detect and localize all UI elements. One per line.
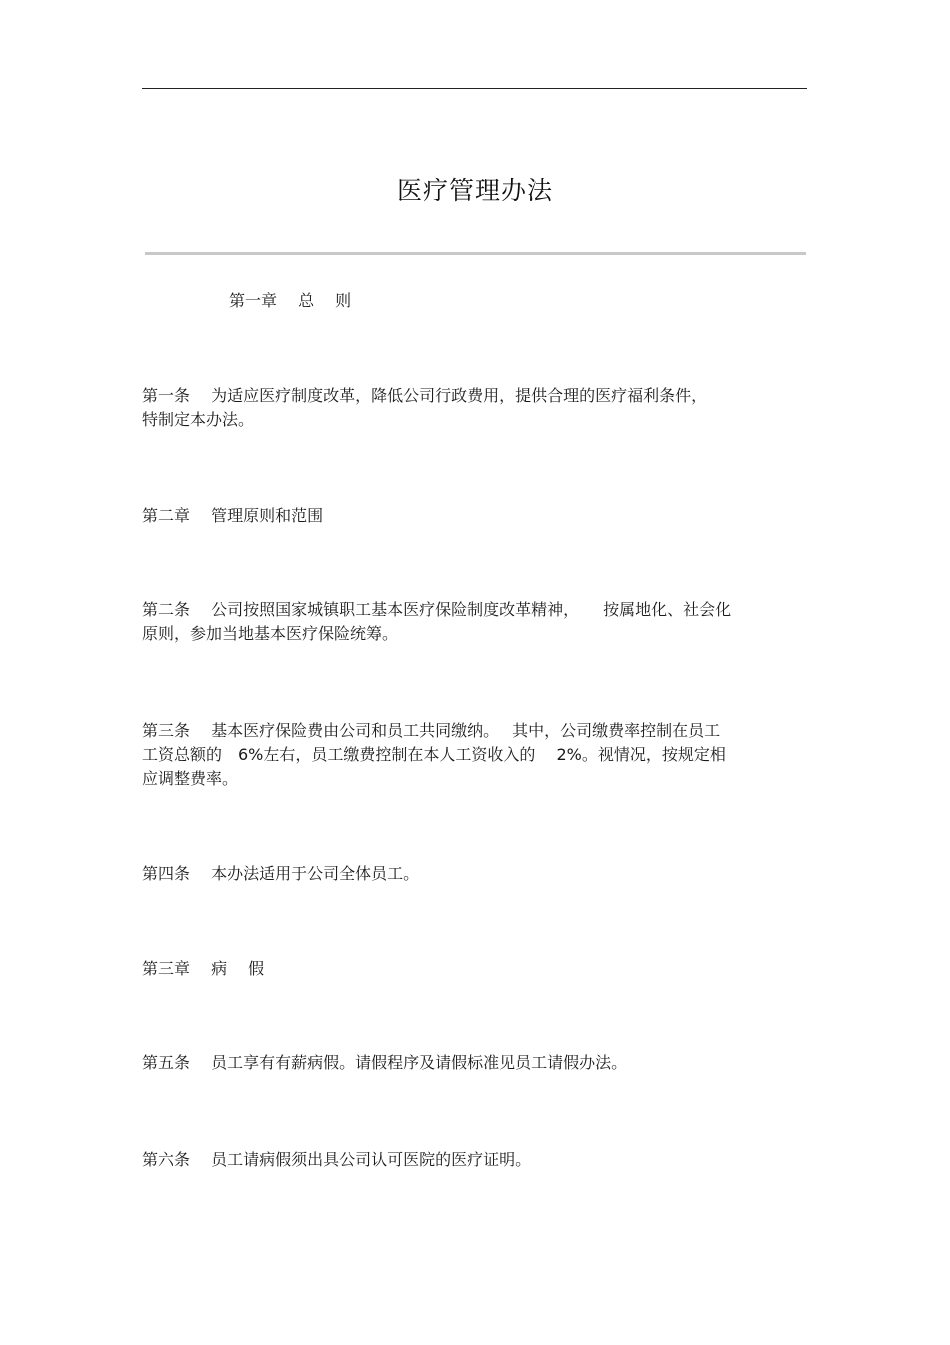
article-3 — [142, 719, 807, 791]
article-3-line-2: 工资总额的 6%左右，员工缴费控制在本人工资收入的 2%。视情况，按规定相 — [142, 745, 726, 764]
article-2 — [142, 598, 807, 646]
chapter-heading-1: 第一章 总 则 — [229, 291, 352, 310]
title-rule — [145, 252, 806, 255]
article-1-line-1: 第一条 为适应医疗制度改革，降低公司行政费用，提供合理的医疗福利条件， — [142, 386, 708, 405]
chapter-heading-2: 第二章 管理原则和范围 — [142, 506, 324, 525]
top-rule — [142, 88, 807, 89]
article-2-line-2: 原则，参加当地基本医疗保险统筹。 — [142, 624, 399, 643]
article-4-line-1: 第四条 本办法适用于公司全体员工。 — [142, 864, 420, 883]
document-title: 医疗管理办法 — [396, 176, 553, 205]
article-1-line-2: 特制定本办法。 — [142, 410, 255, 429]
chapter-heading-3: 第三章 病 假 — [142, 959, 265, 978]
article-6-line-1: 第六条 员工请病假须出具公司认可医院的医疗证明。 — [142, 1150, 532, 1169]
article-2-line-1: 第二条 公司按照国家城镇职工基本医疗保险制度改革精神， 按属地化、社会化 — [142, 600, 732, 619]
article-3-line-1: 第三条 基本医疗保险费由公司和员工共同缴纳。 其中，公司缴费率控制在员工 — [142, 721, 721, 740]
article-1 — [142, 384, 807, 432]
article-5-line-1: 第五条 员工享有有薪病假。请假程序及请假标准见员工请假办法。 — [142, 1053, 628, 1072]
article-6 — [142, 1148, 807, 1172]
article-3-line-3: 应调整费率。 — [142, 769, 239, 788]
article-5 — [142, 1051, 807, 1075]
article-4 — [142, 862, 807, 886]
